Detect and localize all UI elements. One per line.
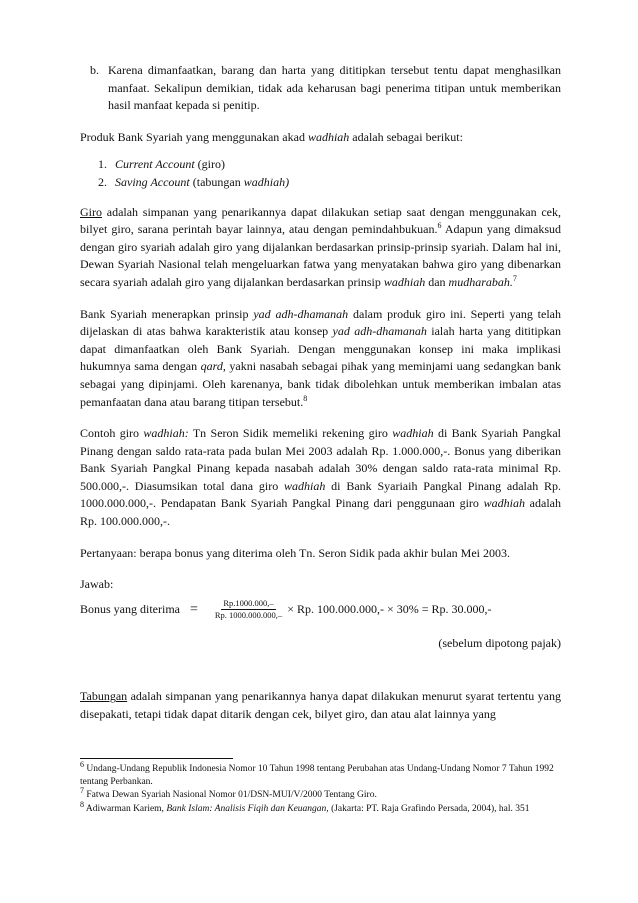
- list-item: [98, 174, 561, 192]
- footnote-divider: [80, 758, 233, 759]
- em-text: wadhiah: [284, 478, 326, 493]
- text: di Bank Syariah Pangkal Pinang dengan saldo rata-rata pada bulan Mei 2003 adalah Rp. 1.000.000,-. Bonus yang diberikan Bank Syariah Pangkal Pinang kepada nasabah adalah 30% dengan saldo rata-rata minimal Rp. 500.000,-. Diasumsikan total dana giro: [80, 426, 561, 493]
- paragraph-produk: [80, 129, 561, 147]
- formula-note: (sebelum dipotong pajak): [438, 635, 561, 650]
- ordered-list: [98, 156, 561, 191]
- text: yakni nasabah sebagai pihak yang meminjami uang sedangkan bank sebagai yang dipinjami. Oleh karenanya, bank tidak dibolehkan untuk memberikan imbalan atas pemanfaatan dana atau barang titipan tersebut.: [80, 359, 561, 409]
- footnote-number: 6: [80, 759, 84, 769]
- text: Tn Seron Sidik memeliki rekening giro: [188, 426, 393, 441]
- footnote-text: Adiwarman Kariem,: [84, 803, 167, 814]
- text: Contoh giro: [80, 426, 144, 441]
- text: adalah simpanan yang penarikannya hanya dapat dilakukan menurut syarat tertentu yang disepakati, tetapi tidak dapat ditarik dengan cek, bilyet giro, dan atau alat lainnya yang: [80, 689, 561, 722]
- em-text: yad adh-dhamanah: [253, 306, 349, 321]
- term-tabungan: Tabungan: [80, 689, 128, 704]
- text: dalam produk giro ini. Seperti yang telah dijelaskan di atas bahwa karakteristik atau konsep: [80, 306, 561, 339]
- bonus-formula: [80, 598, 561, 621]
- footnote-ref: 7: [512, 273, 517, 283]
- footnote: [80, 799, 563, 816]
- em-text: wadhiah: [483, 496, 525, 511]
- list-number: 2.: [98, 174, 107, 189]
- list-item-text: Karena dimanfaatkan, barang dan harta yang dititipkan tersebut tentu dapat menghasilkan manfaat. Sekalipun demikian, tidak ada keharusan bagi penerima titipan untuk memberikan hasil manfaat kepada si penitip.: [108, 63, 561, 113]
- paragraph-jawab: Jawab:: [80, 577, 114, 592]
- list-label: b.: [90, 63, 99, 77]
- fraction: [213, 598, 284, 621]
- text: di Bank Syariaih Pangkal Pinang adalah Rp. 1000.000.000,-. Pendapatan Bank Syariah Pangkal Pinang dari penggunaan giro: [80, 478, 562, 511]
- text: adalah simpanan yang penarikannya dapat dilakukan setiap saat dengan menggunakan cek, bilyet giro, sarana perintah bayar lainnya, atau dengan pemindahbukuan.: [80, 204, 561, 237]
- text: (giro): [194, 157, 225, 172]
- footnote-text: Fatwa Dewan Syariah Nasional Nomor 01/DSN-MUI/V/2000 Tentang Giro.: [84, 790, 377, 801]
- text: Bank Syariah menerapkan prinsip: [80, 306, 254, 321]
- fraction-numerator: Rp.1000.000,–: [223, 597, 274, 608]
- em-text: Current Account: [115, 157, 195, 172]
- footnote-book-title: Bank Islam: Analisis Fiqih dan Keuangan,: [166, 803, 329, 814]
- footnote-number: 8: [80, 799, 84, 809]
- term-giro: Giro: [80, 204, 102, 219]
- footnote-text: Undang-Undang Republik Indonesia Nomor 10 Tahun 1998 tentang Perubahan atas Undang-Undang Nomor 7 Tahun 1992 tentang Perbankan.: [80, 764, 554, 788]
- em-text: wadhiah): [243, 174, 290, 189]
- em-text: wadhiah: [383, 274, 426, 289]
- text: dan: [425, 274, 449, 289]
- text: adalah sebagai berikut:: [349, 129, 463, 144]
- footnote-ref: 6: [437, 221, 442, 231]
- list-item-b: [80, 62, 561, 115]
- footnote-ref: 8: [303, 393, 308, 403]
- fraction-denominator: Rp. 1000.000.000,–: [214, 609, 283, 620]
- text: Produk Bank Syariah yang menggunakan akad: [80, 129, 308, 144]
- text: Adapun yang dimaksud dengan giro syariah adalah giro yang dijalankan berdasarkan prinsip-prinsip syariah. Dalam hal ini, Dewan Syariah Nasional telah mengeluarkan fatwa yang menyatakan bahwa giro yang dibenarkan secara syariah adalah giro yang dijalankan berdasarkan prinsip: [80, 222, 561, 289]
- paragraph-pertanyaan: Pertanyaan: berapa bonus yang diterima oleh Tn. Seron Sidik pada akhir bulan Mei 2003.: [80, 545, 511, 560]
- formula-result: × Rp. 100.000.000,- × 30% = Rp. 30.000,-: [287, 601, 492, 616]
- footnote: [80, 759, 563, 789]
- text: ialah harta yang dititipkan dapat dimanfaatkan oleh Bank Syariah. Dengan menggunakan konsep ini maka implikasi hukumnya sama dengan: [80, 324, 561, 374]
- paragraph-tabungan: [80, 688, 561, 723]
- paragraph-contoh: [80, 425, 561, 531]
- list-item: [98, 156, 561, 174]
- em-text: Saving Account: [115, 174, 190, 189]
- footnotes: [80, 759, 563, 816]
- paragraph-bank: [80, 306, 561, 412]
- em-text: wadhiah:: [143, 426, 189, 441]
- paragraph-giro: [80, 204, 561, 292]
- list-number: 1.: [98, 157, 107, 172]
- footnote-text: (Jakarta: PT. Raja Grafindo Persada, 2004), hal. 351: [328, 803, 530, 814]
- em-text: yad adh-dhamanah: [332, 324, 427, 339]
- em-text: wadhiah: [392, 426, 434, 441]
- equals-sign: =: [189, 601, 198, 617]
- document-body: [80, 62, 561, 724]
- text: (tabungan: [189, 174, 244, 189]
- footnote-number: 7: [80, 786, 84, 796]
- footnote: [80, 786, 563, 802]
- em-text: wadhiah: [307, 129, 350, 144]
- em-text: qard,: [200, 359, 226, 374]
- text: adalah Rp. 100.000.000,-.: [80, 496, 561, 529]
- formula-label: Bonus yang diterima: [80, 601, 180, 616]
- em-text: mudharabah.: [448, 274, 513, 289]
